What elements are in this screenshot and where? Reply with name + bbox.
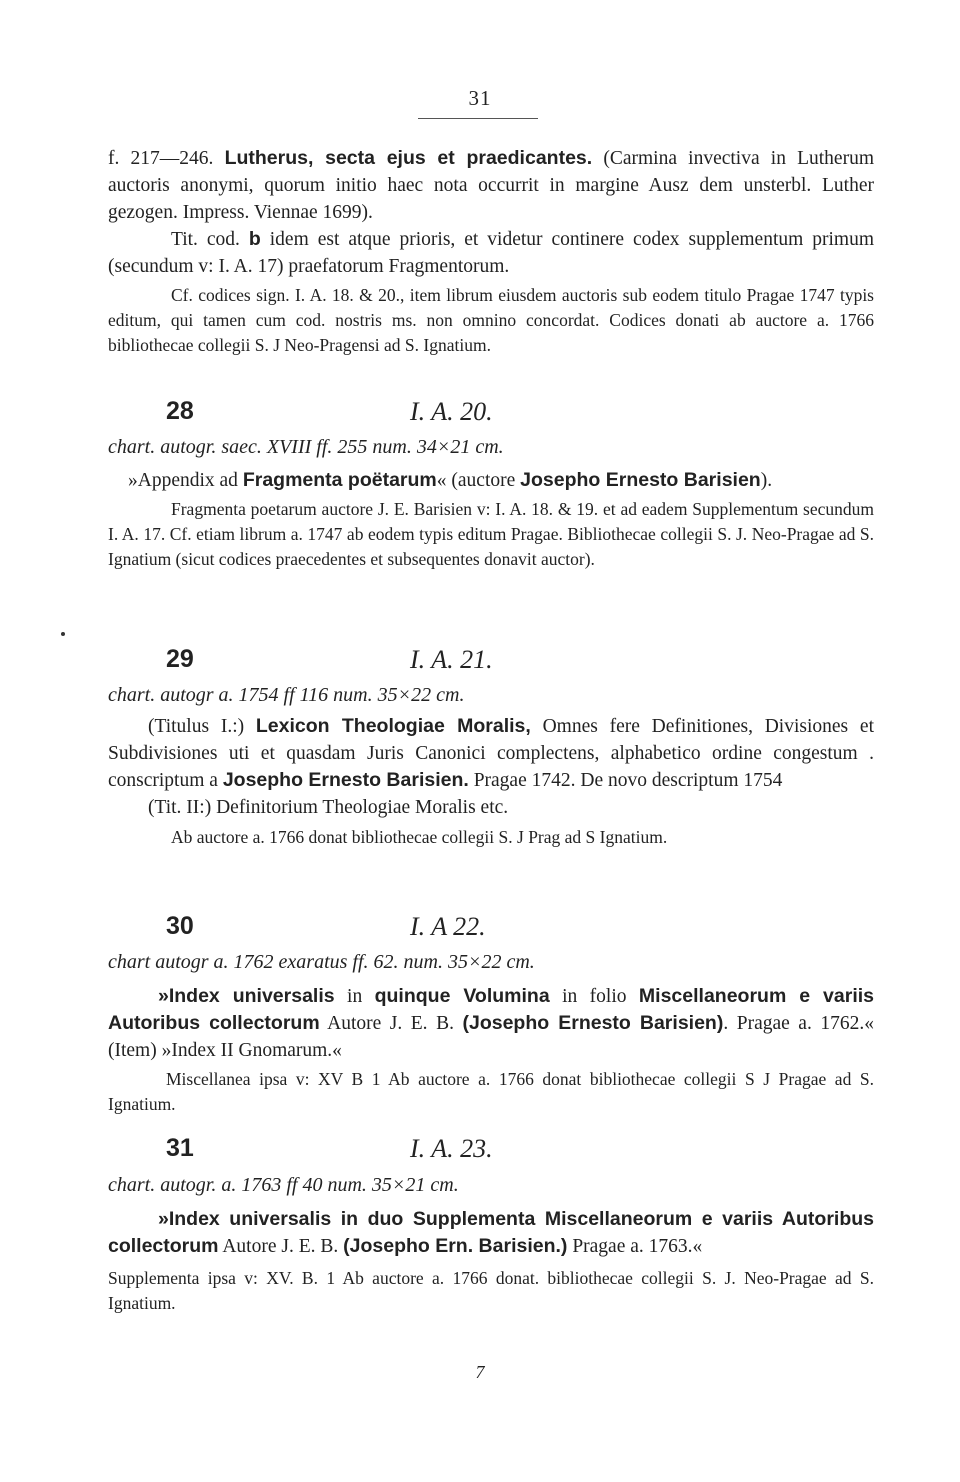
page-number: 31 [468, 86, 492, 110]
intro-paragraph-3: Cf. codices sign. I. A. 18. & 20., item librum eiusdem auctoris sub eodem titulo Pragae 1747 typis editum, qui tamen cum cod. nostris ms. non omnino concordat. Codices donati ab auctore a. 1766 bibliothecae collegii S. J Neo-Pragensi ad S. Ignatium. [108, 285, 874, 355]
text-run: Tit. cod. [171, 229, 249, 250]
text-run: Pragae a. 1763.« [567, 1236, 703, 1257]
entry-title-2: (Tit. II:) Definitorium Theologiae Moralis etc. [148, 797, 509, 818]
entry-number: 28 [166, 397, 194, 425]
entry-29-description: chart. autogr a. 1754 ff 116 num. 35×22 cm. [108, 684, 465, 706]
text-run: Omnes fere Definitiones, Divisiones et Subdivisiones uti et quasdam Juris Canonici complectens, alphabetico ordine congestum . conscriptum a [108, 716, 874, 791]
text-run: (Carmina invectiva in Lutherum auctoris anonymi, quorum initio haec nota occurrit in margine Ausz dem unsterbl. Luther gezogen. Impress. Viennae 1699). [108, 148, 875, 223]
bold-text-run: b [248, 228, 261, 250]
bold-text-run: Lexicon Theologiae Moralis, [255, 715, 531, 737]
entry-number: 30 [166, 912, 194, 940]
entry-28-body [108, 467, 874, 572]
entry-29-body [108, 713, 874, 850]
bold-text-run: Josepho Ernesto Barisien. [222, 769, 469, 791]
entry-signature: I. A. 20. [410, 397, 493, 426]
text-run: idem est atque prioris, et videtur continere codex supplementum primum (secundum v: I. A. 17) praefatorum Fragmentorum. [108, 229, 875, 277]
entry-signature: I. A. 23. [410, 1134, 493, 1163]
entry-31-heading [108, 1134, 874, 1170]
text-run: Autore J. E. B. [319, 1013, 463, 1034]
text-run: f. 217—246. [108, 148, 225, 169]
intro-block [108, 145, 874, 358]
entry-title [108, 713, 874, 794]
text-run: in [334, 986, 375, 1007]
bold-text-run: Josepho Ernesto Barisien [520, 469, 761, 491]
entry-title [108, 1206, 874, 1260]
entry-title [108, 467, 874, 494]
text-run: (Titulus I.:) [148, 716, 256, 737]
footer-signature: 7 [475, 1362, 485, 1382]
bold-text-run: »Index universalis [158, 985, 335, 1007]
bold-text-run: Lutherus, secta ejus et praedicantes. [224, 147, 593, 169]
entry-31-body [108, 1206, 874, 1316]
text-run: in folio [549, 986, 639, 1007]
intro-paragraph-1 [108, 145, 874, 226]
stray-mark [61, 632, 65, 636]
text-run: »Appendix ad [128, 470, 243, 491]
bold-text-run: (Josepho Ern. Barisien.) [343, 1235, 568, 1257]
text-run: Autore J. E. B. [218, 1236, 344, 1257]
text-run: . Pragae a. 1762.« (Item) »Index II Gnomarum.« [108, 1013, 874, 1061]
text-run: ). [760, 470, 773, 491]
bold-text-run: Miscellaneorum e variis Autoribus collectorum [108, 985, 875, 1034]
text-run: « (auctore [436, 470, 521, 491]
entry-signature: I. A. 21. [410, 645, 493, 674]
entry-note: Fragmenta poetarum auctore J. E. Barisien v: I. A. 18. & 19. et ad eadem Supplementum secundum I. A. 17. Cf. etiam librum a. 1747 ab eodem typis editum Pragae. Bibliothecae collegii S. J. Neo-Pragae ad S. Ignatium (sicut codices praecedentes et subsequentes donavit auctor). [108, 499, 874, 569]
entry-30-description: chart autogr a. 1762 exaratus ff. 62. num. 35×22 cm. [108, 951, 535, 973]
bold-text-run: Fragmenta poëtarum [242, 469, 437, 491]
page-number-rule [418, 118, 538, 119]
text-run: Pragae 1742. De novo descriptum 1754 [468, 770, 783, 791]
entry-28-heading [108, 397, 874, 433]
entry-title [108, 983, 874, 1064]
entry-number: 31 [166, 1134, 194, 1162]
entry-28-description: chart. autogr. saec. XVIII ff. 255 num. 34×21 cm. [108, 436, 504, 458]
bold-text-run: (Josepho Ernesto Barisien) [462, 1012, 724, 1034]
bold-text-run: »Index universalis in duo Supplementa Miscellaneorum e variis Autoribus collectorum [108, 1208, 874, 1257]
intro-paragraph-2 [108, 226, 874, 280]
entry-30-body [108, 983, 874, 1117]
bold-text-run: quinque Volumina [374, 985, 550, 1007]
entry-note: Supplementa ipsa v: XV. B. 1 Ab auctore a. 1766 donat. bibliothecae collegii S. J. Neo-Pragae ad S. Ignatium. [108, 1268, 874, 1313]
entry-signature: I. A 22. [410, 912, 486, 941]
entry-29-heading [108, 645, 874, 681]
entry-31-description: chart. autogr. a. 1763 ff 40 num. 35×21 cm. [108, 1174, 459, 1196]
entry-number: 29 [166, 645, 194, 673]
entry-note: Miscellanea ipsa v: XV B 1 Ab auctore a. 1766 donat bibliothecae collegii S J Pragae ad S. Ignatium. [108, 1069, 874, 1114]
entry-30-heading [108, 912, 874, 948]
entry-note: Ab auctore a. 1766 donat bibliothecae collegii S. J Prag ad S Ignatium. [171, 827, 668, 847]
